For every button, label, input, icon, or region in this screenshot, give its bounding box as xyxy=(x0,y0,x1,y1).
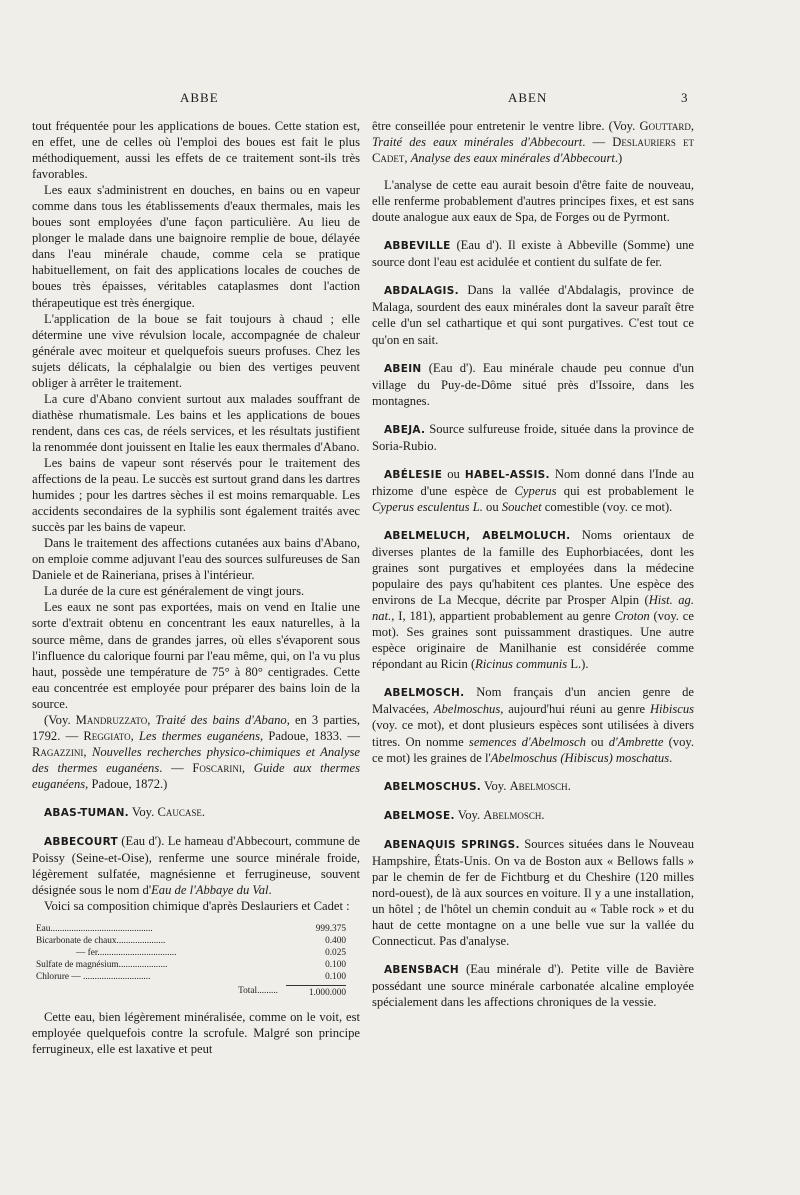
text-span: . — xyxy=(159,760,193,775)
header-right-word: ABEN xyxy=(508,90,548,105)
text-span: — fer.................................. xyxy=(76,948,177,959)
headword: HABEL-ASSIS. xyxy=(464,468,550,481)
text-span: Noms orientaux de diverses plantes de la famille des Euphorbiacées, dont les graines sont purgatives et employées dans la médecine populaire des pays qu'habitent ces plantes. Une espèce des environs de La Mecque, décrite par Prosper Alpin ( xyxy=(372,527,695,608)
text-span: Dans la vallée d'Abdalagis, province de Malaga, sourdent des eaux minérales dont la saveur paraît être celle d'un sel cathartique et qui sont purgatives. C'est tout ce qu'on en sait. xyxy=(372,283,694,347)
text-span: 999.375 xyxy=(315,924,346,935)
text-span: Nom donné dans l'Inde au rhizome d'une espèce de xyxy=(372,466,695,498)
composition-table xyxy=(36,923,346,999)
headword: ABBECOURT xyxy=(44,836,118,849)
entry-abdalagis xyxy=(372,282,694,347)
entry-abelmeluch xyxy=(372,527,694,672)
table-row xyxy=(36,947,346,959)
text-span: L.). xyxy=(567,657,589,672)
text-span: Abelmosch xyxy=(483,807,542,822)
italic-text: Croton xyxy=(614,609,650,624)
entry-abbeville xyxy=(372,237,694,270)
italic-text: Traité des eaux minérales d'Abbecourt xyxy=(372,135,583,150)
italic-text: Les thermes euganéens xyxy=(139,728,260,743)
text-span: , I, 181), appartient probablement au genre xyxy=(391,609,615,624)
headword: ABENAQUIS SPRINGS. xyxy=(384,838,520,851)
text-span: Chlorure — ............................. xyxy=(36,972,151,983)
text-span: (Eau d'). Eau minérale chaude peu connue d'un village du Puy-de-Dôme situé près d'Issoire, dans les montagnes. xyxy=(372,360,694,408)
headword: ABELMOSCHUS. xyxy=(384,780,482,793)
text-span: Foscarini xyxy=(192,760,242,775)
italic-text: Hibiscus xyxy=(649,702,695,717)
text-span: (Eau d'). Il existe à Abbeville (Somme) une source dont l'eau est acidulée et contient du sulfate de fer. xyxy=(372,238,694,270)
italic-text: Souchet xyxy=(501,499,542,514)
entry-abelmose xyxy=(372,807,694,824)
headword: ABÉLESIE xyxy=(384,468,443,481)
paragraph: Voici sa composition chimique d'après Deslauriers et Cadet : xyxy=(44,899,350,914)
headword: ABBEVILLE xyxy=(384,240,451,253)
text-span: 0.100 xyxy=(325,960,346,971)
entry-abenaquis-springs xyxy=(372,836,694,949)
italic-text: Eau de l'Abbaye du Val xyxy=(151,883,269,898)
headword: ABEJA. xyxy=(384,423,426,436)
entry-abein xyxy=(372,360,694,409)
text-span: . xyxy=(541,807,545,822)
paragraph: tout fréquentée pour les applications de boues. Cette station est, en effet, une de celles où l'emploi des boues est fait le plus méthodiquement, aussi les effets de ce traitement sont-ils très favorables. xyxy=(32,119,360,182)
text-span: , xyxy=(241,760,254,775)
text-span: qui est probablement le xyxy=(556,483,694,498)
text-span: (voy. ce mot) les graines de l' xyxy=(372,734,694,765)
paragraph: L'application de la boue se fait toujours à chaud ; elle détermine une vive révulsion locale, accompagnée de chaleur générale avec moiteur et quelquefois sueurs profuses. Chez les sujets délicats, la céphalalgie ou bien des vertiges peuvent obliger à arrêter le traitement. xyxy=(32,311,360,390)
headword: ABELMELUCH, ABELMOLUCH. xyxy=(384,529,571,542)
text-span: (Eau d'). Le hameau d'Abbecourt, commune de Poissy (Seine-et-Oise), renferme une source minérale froide, légèrement sulfatée, magnésienne et ferrugineuse, souvent désignée sous le nom d' xyxy=(32,834,360,898)
text-span: Voy. xyxy=(481,778,510,793)
text-span: , Padoue, 1833. — xyxy=(260,728,360,743)
text-span: . xyxy=(669,750,673,765)
text-span: Total......... xyxy=(238,986,278,997)
italic-text: Analyse des eaux minérales d'Abbecourt xyxy=(410,151,615,166)
text-span: Reggiato xyxy=(83,728,131,743)
entry-abelmoschus xyxy=(372,778,694,795)
entry-abeja xyxy=(372,421,694,454)
headword: ABELMOSE. xyxy=(384,809,455,822)
left-column xyxy=(32,118,360,1057)
text-span: ou xyxy=(442,466,465,481)
table-row xyxy=(36,971,346,983)
table-total xyxy=(36,985,346,999)
entry-abas-tuman xyxy=(32,804,360,821)
text-span: comestible (voy. ce mot). xyxy=(541,499,673,514)
paragraph: La cure d'Abano convient surtout aux malades souffrant de diathèse rhumatismale. Les bains et les applications de boues rendent, dans ces cas, de réels services, et les résultats justifient la renommée dont jouissent en Italie les eaux thermales d'Abano. xyxy=(32,391,360,454)
headword: ABAS-TUMAN. xyxy=(44,806,129,819)
table-row xyxy=(36,935,346,947)
italic-text: d'Ambrette xyxy=(608,734,664,749)
headword: ABELMOSCH. xyxy=(384,687,465,700)
paragraph: Dans le traitement des affections cutanées aux bains d'Abano, on emploie comme adjuvant l'eau des sources sulfureuses de San Daniele et de Raineriana, prises à l'intérieur. xyxy=(32,536,360,583)
text-span: Ragazzini xyxy=(32,744,84,759)
text-span: Source sulfureuse froide, située dans la province de Soria-Rubio. xyxy=(372,421,694,453)
text-span: , aujourd'hui réuni au genre xyxy=(500,702,650,717)
text-span: , xyxy=(404,151,411,166)
text-span: (voy. ce mot), et dont plusieurs espèces sont utilisées à divers titres. On nomme xyxy=(372,718,694,749)
text-span: , xyxy=(690,119,694,133)
paragraph: Les eaux ne sont pas exportées, mais on vend en Italie une sorte d'extrait obtenu en concentrant les eaux naturelles, à la source même, dans de grandes jarres, où elles s'évaporent sous l'influence du calorique fourni par l'eau même, qui, on l'a vu plus haut, possède une température de 75° à 80° centigrades. Cette eau concentrée est employée pour préparer des bains loin de la source. xyxy=(32,600,360,711)
italic-text: Cyperus esculentus L. xyxy=(372,499,483,514)
right-column xyxy=(372,118,694,1010)
text-span: Nom français d'un ancien genre de Malvacées, xyxy=(372,685,694,717)
page-number: 3 xyxy=(681,90,688,105)
text-span: Abelmosch xyxy=(509,778,568,793)
text-span: . xyxy=(201,804,206,819)
text-span: Caucase xyxy=(157,804,202,819)
paragraph: L'analyse de cette eau aurait besoin d'être faite de nouveau, elle renferme probablement d'autres principes fixes, et est sans doute analogue aux eaux de Spa, de Forges ou de Pyrmont. xyxy=(372,178,694,225)
text-span: Mandruzzato xyxy=(75,712,148,727)
text-span: Gouttard xyxy=(639,119,691,133)
text-span: .) xyxy=(614,151,623,166)
entry-abbecourt xyxy=(32,833,360,898)
paragraph: La durée de la cure est généralement de vingt jours. xyxy=(44,584,305,599)
text-span: (voy. ce mot). Ses graines sont puissamment drastiques. Une autre espèce originaire de Manilhanie est considérée comme répondant au Ricin ( xyxy=(372,609,694,672)
text-span: être conseillée pour entretenir le ventre libre. (Voy. xyxy=(372,119,640,133)
italic-text: Nouvelles recherches physico-chimiques et Analyse des thermes euganéens xyxy=(32,744,360,775)
running-header xyxy=(0,90,800,110)
italic-text: Hist. ag. nat. xyxy=(372,593,694,624)
italic-text: Traité des bains d'Abano xyxy=(155,712,287,727)
text-span: 0.100 xyxy=(325,972,346,983)
paragraph xyxy=(372,118,694,166)
text-span: , en 3 parties, 1792. — xyxy=(32,712,360,743)
text-span: ou xyxy=(482,499,502,514)
header-left-word: ABBE xyxy=(180,90,219,105)
paragraph: Les eaux s'administrent en douches, en bains ou en vapeur comme dans tous les établissements d'eaux thermales, mais les boues sont employées d'une façon particulière. Au lieu de plonger le malade dans une baignoire remplie de boue, délayée dans l'eau minérale chaude, comme cela se pratique habituellement, on fait des applications locales de couches de boues très épaisses, véritables cataplasmes dont l'action thérapeutique est très énergique. xyxy=(32,183,360,310)
text-span: Sulfate de magnésium..................... xyxy=(36,960,168,971)
headword: ABENSBACH xyxy=(384,964,459,977)
entry-abelmosch xyxy=(372,684,694,765)
text-span: Voy. xyxy=(128,804,158,819)
text-span: , Padoue, 1872.) xyxy=(85,776,168,791)
italic-text: Cyperus xyxy=(514,483,557,498)
text-span: Voy. xyxy=(454,807,484,822)
text-span: 0.400 xyxy=(325,936,346,947)
text-span: Eau............................................ xyxy=(36,924,153,935)
text-span: , xyxy=(130,728,140,743)
headword: ABEIN xyxy=(384,362,422,375)
entry-abensbach xyxy=(372,961,694,1010)
table-row xyxy=(36,959,346,971)
italic-text: Abelmoschus (Hibiscus) moschatus xyxy=(490,750,670,765)
text-span: ou xyxy=(585,734,609,749)
text-span: (Eau minérale d'). Petite ville de Bavière possédant une source minérale carbonatée alcaline employée spécialement dans les affections chroniques de la vessie. xyxy=(372,962,694,1010)
italic-text: semences d'Abelmosch xyxy=(468,734,586,749)
text-span: Bicarbonate de chaux..................... xyxy=(36,936,166,947)
text-span: (Voy. xyxy=(44,712,76,727)
text-span: Sources situées dans le Nouveau Hampshire, États-Unis. On va de Boston aux « Bellows falls » par le chemin de fer de Fichtburg et du Cheshire (120 milles nord-ouest), de là aux sources en voiture. Il y a une installation, un hôtel ; de l'hôtel un chemin conduit au « Table rock » et du haut de cette montagne on a une belle vue sur la vallée du Connecticut. Pas d'analyse. xyxy=(372,836,694,948)
paragraph: Cette eau, bien légèrement minéralisée, comme on le voit, est employée quelquefois contre la scrofule. Malgré son principe ferrugineux, elle est laxative et peut xyxy=(32,1010,360,1057)
headword: ABDALAGIS. xyxy=(384,285,459,298)
text-span: . — xyxy=(582,135,613,150)
italic-text: Abelmoschus xyxy=(433,702,501,717)
text-span: 0.025 xyxy=(325,948,346,959)
table-row xyxy=(36,923,346,935)
text-span: , xyxy=(83,744,92,759)
entry-abelesie xyxy=(372,466,694,515)
text-span: Deslauriers et Cadet xyxy=(372,135,695,166)
text-span: . xyxy=(567,778,571,793)
text-span: , xyxy=(147,712,156,727)
text-span: . xyxy=(268,883,272,898)
text-span: 1.000.000 xyxy=(286,985,346,999)
paragraph: Les bains de vapeur sont réservés pour le traitement des affections de la peau. Le succès est surtout grand dans les dartres humides ; pour les dartres sèches il est moins remarquable. Les accidents secondaires de la syphilis sont également traités avec succès par les bains de vapeur. xyxy=(32,455,360,535)
italic-text: Guide aux thermes euganéens xyxy=(32,760,360,791)
bibliography-reference xyxy=(32,712,360,792)
italic-text: Ricinus communis xyxy=(475,657,568,672)
